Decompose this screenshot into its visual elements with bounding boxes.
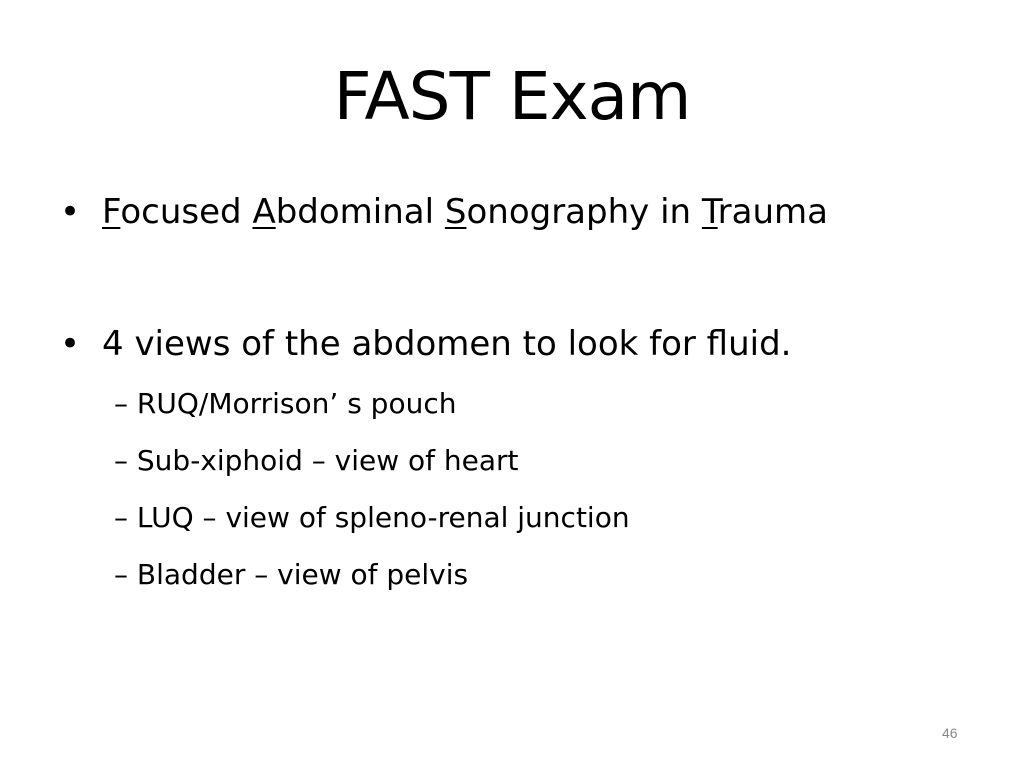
sub-item-bladder: – Bladder – view of pelvis	[114, 558, 469, 591]
acronym-letter-f: F	[102, 192, 121, 232]
bullet-text-acronym	[102, 190, 828, 234]
bullet-text: 4 views of the abdomen to look for fluid.	[102, 324, 792, 364]
sub-item-ruq: – RUQ/Morrison’ s pouch	[114, 387, 457, 420]
acronym-letter-s: S	[444, 192, 467, 232]
slide-title: FAST Exam	[333, 58, 691, 135]
acronym-segment: onography in	[466, 192, 702, 232]
bullet-dot-icon: •	[60, 324, 81, 364]
sub-item-subxiphoid: – Sub-xiphoid – view of heart	[114, 444, 519, 477]
acronym-segment: ocused	[120, 192, 253, 232]
slide-number: 46	[942, 725, 958, 741]
sub-item-luq: – LUQ – view of spleno-renal junction	[114, 501, 630, 534]
acronym-letter-a: A	[252, 192, 276, 232]
acronym-letter-t: T	[701, 192, 718, 232]
acronym-segment: rauma	[717, 192, 828, 232]
bullet-dot-icon: •	[60, 192, 81, 232]
acronym-segment: bdominal	[275, 192, 445, 232]
